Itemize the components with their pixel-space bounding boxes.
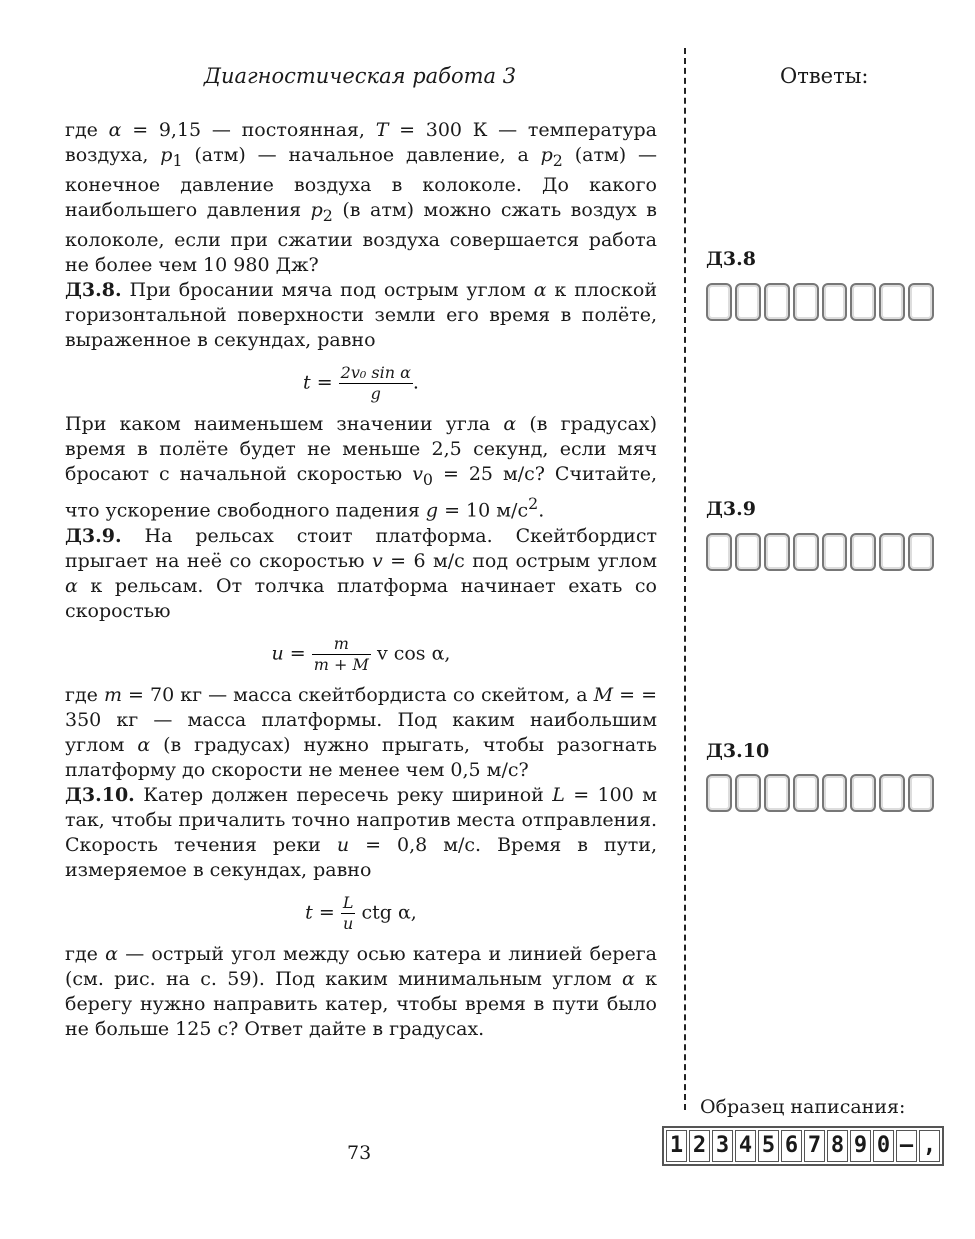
answer-boxes-8[interactable]	[706, 283, 934, 321]
answer-cell[interactable]	[822, 283, 848, 321]
task-8: Д3.8. При бросании мяча под острым углом α к плоской горизонтальной поверхности земли его время в полёте, выраженное в секундах, равно	[65, 278, 657, 351]
answer-cell[interactable]	[764, 533, 790, 571]
answer-cell[interactable]	[879, 283, 905, 321]
answer-boxes-9[interactable]	[706, 533, 934, 571]
sample-glyph: 3	[712, 1130, 733, 1162]
task-10-id: Д3.10.	[65, 783, 135, 806]
sample-glyph: 0	[873, 1130, 894, 1162]
answer-cell[interactable]	[908, 774, 934, 812]
task-9-question: где m = 70 кг — масса скейтбордиста со скейтом, а M = = 350 кг — масса платформы. Под каким наибольшим углом α (в градусах) нужно прыгать, чтобы разогнать платформу до скорости не менее чем 0,5 м/с?	[65, 683, 658, 781]
answer-label-10: Д3.10	[706, 740, 770, 762]
page-number: 73	[347, 1142, 372, 1164]
answer-cell[interactable]	[908, 283, 934, 321]
answer-cell[interactable]	[822, 533, 848, 571]
answer-cell[interactable]	[850, 774, 876, 812]
sample-label: Образец написания:	[700, 1096, 906, 1118]
answer-cell[interactable]	[850, 283, 876, 321]
answer-cell[interactable]	[735, 533, 761, 571]
sample-glyph: 1	[666, 1130, 687, 1162]
sample-glyph: 5	[758, 1130, 779, 1162]
task-10: Д3.10. Катер должен пересечь реку шириной L = 100 м так, чтобы причалить точно напротив места отправления. Скорость течения реки u = 0,8 м/с. Время в пути, измеряемое в секундах, равно	[65, 783, 658, 881]
task-9-formula: u = $\frac{m}{m + M}$ v cos α,	[271, 633, 451, 674]
answer-label-8: Д3.8	[706, 248, 756, 270]
task-8-question: При каком наименьшем значении угла α (в градусах) время в полёте будет не меньше 2,5 секунд, если мяч бросают с начальной скоростью $v_0 = 25$ м/с? Считайте, что ускорение свободного падения g = 10 $м/с^2$.	[65, 412, 657, 522]
answer-cell[interactable]	[706, 283, 732, 321]
answer-cell[interactable]	[793, 533, 819, 571]
intro-paragraph: где α = 9,15 — постоянная, T = 300 К — температура воздуха, $p_1$ (атм) — начальное давление, а $p_2$ (атм) — конечное давление воздуха в колоколе. До какого наибольшего давления $p_2$ (в атм) можно сжать воздух в колоколе, если при сжатии воздуха совершается работа не более чем 10 980 Дж?	[65, 119, 657, 276]
sample-glyph: 8	[827, 1130, 848, 1162]
answer-cell[interactable]	[764, 774, 790, 812]
sample-glyphs	[662, 1126, 944, 1166]
answer-cell[interactable]	[822, 774, 848, 812]
answer-cell[interactable]	[793, 774, 819, 812]
dashed-divider	[684, 48, 686, 1110]
answer-cell[interactable]	[735, 774, 761, 812]
sample-glyph: 2	[689, 1130, 710, 1162]
sample-glyph: –	[896, 1130, 917, 1162]
sample-glyph: 9	[850, 1130, 871, 1162]
answer-cell[interactable]	[879, 533, 905, 571]
task-8-formula: t = $\frac{\text{2v₀ sin α}}{g}$ .	[303, 362, 419, 403]
task-9-id: Д3.9.	[65, 524, 122, 547]
answer-cell[interactable]	[850, 533, 876, 571]
page-header: Диагностическая работа 3	[203, 64, 517, 88]
sample-glyph: 4	[735, 1130, 756, 1162]
answer-cell[interactable]	[706, 533, 732, 571]
sample-glyph: 7	[804, 1130, 825, 1162]
answer-cell[interactable]	[706, 774, 732, 812]
task-10-question: где α — острый угол между осью катера и линией берега (см. рис. на с. 59). Под каким минимальным углом α к берегу нужно направить катер, чтобы время в пути было не больше 125 с? Ответ дайте в градусах.	[65, 942, 657, 1040]
task-10-formula: t = $\frac{L}{u}$ ctg α,	[305, 892, 417, 933]
answer-boxes-10[interactable]	[706, 774, 934, 812]
answer-cell[interactable]	[735, 283, 761, 321]
answers-title: Ответы:	[780, 64, 869, 88]
answer-cell[interactable]	[908, 533, 934, 571]
answer-cell[interactable]	[793, 283, 819, 321]
main-text	[65, 118, 657, 1042]
answer-cell[interactable]	[764, 283, 790, 321]
task-8-id: Д3.8.	[65, 278, 122, 301]
answer-label-9: Д3.9	[706, 498, 756, 520]
task-9: Д3.9. На рельсах стоит платформа. Скейтбордист прыгает на неё со скоростью v = 6 м/с под острым углом α к рельсам. От толчка платформа начинает ехать со скоростью	[65, 524, 657, 622]
sample-glyph: 6	[781, 1130, 802, 1162]
answer-cell[interactable]	[879, 774, 905, 812]
sample-glyph: ,	[919, 1130, 940, 1162]
